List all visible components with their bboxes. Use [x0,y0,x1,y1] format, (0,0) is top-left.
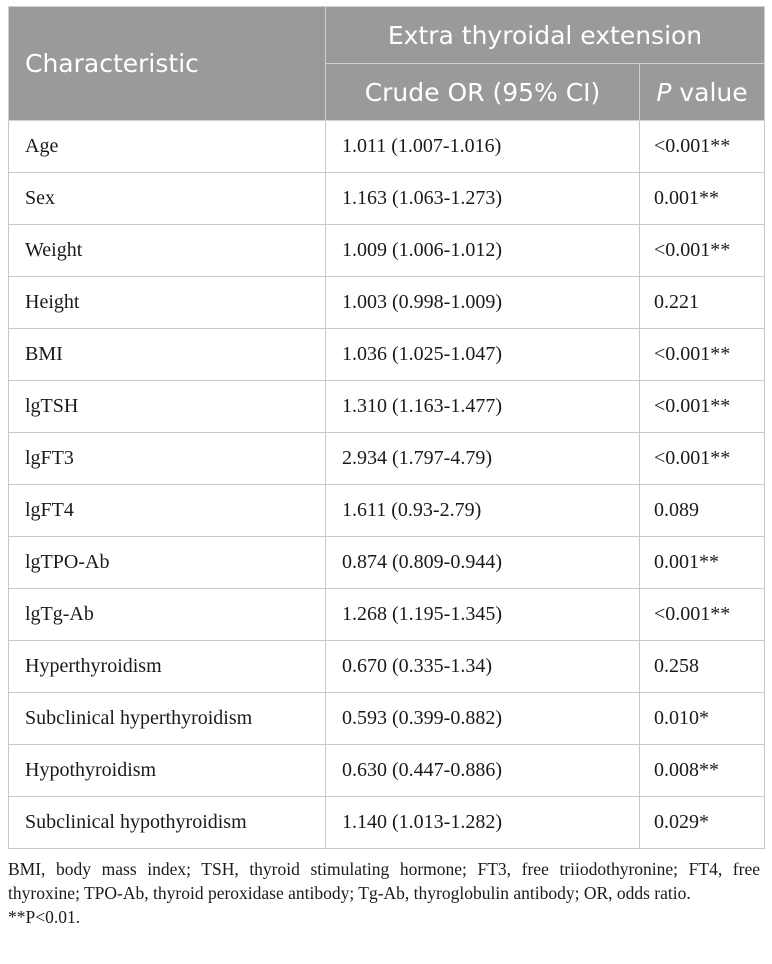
p-value-cell: <0.001** [640,225,765,277]
crude-or-cell: 1.003 (0.998-1.009) [326,277,640,329]
crude-or-cell: 1.163 (1.063-1.273) [326,173,640,225]
p-value-cell: <0.001** [640,433,765,485]
table-container [8,6,764,929]
crude-or-cell: 1.011 (1.007-1.016) [326,121,640,173]
characteristic-cell: Subclinical hyperthyroidism [9,693,326,745]
table-footnote [8,857,764,929]
p-value-header [640,64,765,121]
p-value-header-rest: value [671,77,748,107]
p-value-cell: 0.258 [640,641,765,693]
table-row [9,693,765,745]
table-row [9,121,765,173]
table-row [9,797,765,849]
table-row [9,173,765,225]
characteristic-header: Characteristic [9,7,326,121]
characteristic-cell: lgFT3 [9,433,326,485]
table-row [9,745,765,797]
significance-note: **P<0.01. [8,907,81,927]
crude-or-cell: 2.934 (1.797-4.79) [326,433,640,485]
table-row [9,381,765,433]
table-row [9,433,765,485]
characteristic-cell: Hyperthyroidism [9,641,326,693]
table-row [9,225,765,277]
characteristic-cell: Height [9,277,326,329]
p-value-cell: <0.001** [640,381,765,433]
table-row [9,589,765,641]
results-table [8,6,765,849]
characteristic-cell: Sex [9,173,326,225]
characteristic-cell: lgFT4 [9,485,326,537]
crude-or-cell: 1.009 (1.006-1.012) [326,225,640,277]
characteristic-cell: lgTSH [9,381,326,433]
crude-or-header: Crude OR (95% CI) [326,64,640,121]
characteristic-cell: Age [9,121,326,173]
p-value-cell: 0.010* [640,693,765,745]
extension-group-header: Extra thyroidal extension [326,7,765,64]
characteristic-cell: lgTg-Ab [9,589,326,641]
crude-or-cell: 1.140 (1.013-1.282) [326,797,640,849]
table-row [9,329,765,381]
crude-or-cell: 0.630 (0.447-0.886) [326,745,640,797]
crude-or-cell: 1.036 (1.025-1.047) [326,329,640,381]
characteristic-cell: lgTPO-Ab [9,537,326,589]
characteristic-cell: Hypothyroidism [9,745,326,797]
p-value-cell: <0.001** [640,589,765,641]
table-row [9,277,765,329]
crude-or-cell: 1.611 (0.93-2.79) [326,485,640,537]
characteristic-cell: BMI [9,329,326,381]
p-value-cell: 0.001** [640,173,765,225]
crude-or-cell: 0.670 (0.335-1.34) [326,641,640,693]
crude-or-cell: 0.593 (0.399-0.882) [326,693,640,745]
table-header [9,7,765,121]
abbreviations-note: BMI, body mass index; TSH, thyroid stimulating hormone; FT3, free triiodothyronine; FT4, free thyroxine; TPO-Ab, thyroid peroxidase antibody; Tg-Ab, thyroglobulin antibody; OR, odds ratio. [8,859,760,903]
table-row [9,641,765,693]
p-value-cell: <0.001** [640,121,765,173]
table-row [9,537,765,589]
p-value-cell: 0.029* [640,797,765,849]
crude-or-cell: 1.268 (1.195-1.345) [326,589,640,641]
crude-or-cell: 0.874 (0.809-0.944) [326,537,640,589]
table-body [9,121,765,849]
table-row [9,485,765,537]
p-value-cell: 0.089 [640,485,765,537]
p-value-cell: 0.008** [640,745,765,797]
p-value-cell: 0.001** [640,537,765,589]
characteristic-cell: Subclinical hypothyroidism [9,797,326,849]
p-value-cell: 0.221 [640,277,765,329]
p-value-header-italic: P [656,77,672,107]
p-value-cell: <0.001** [640,329,765,381]
characteristic-cell: Weight [9,225,326,277]
crude-or-cell: 1.310 (1.163-1.477) [326,381,640,433]
